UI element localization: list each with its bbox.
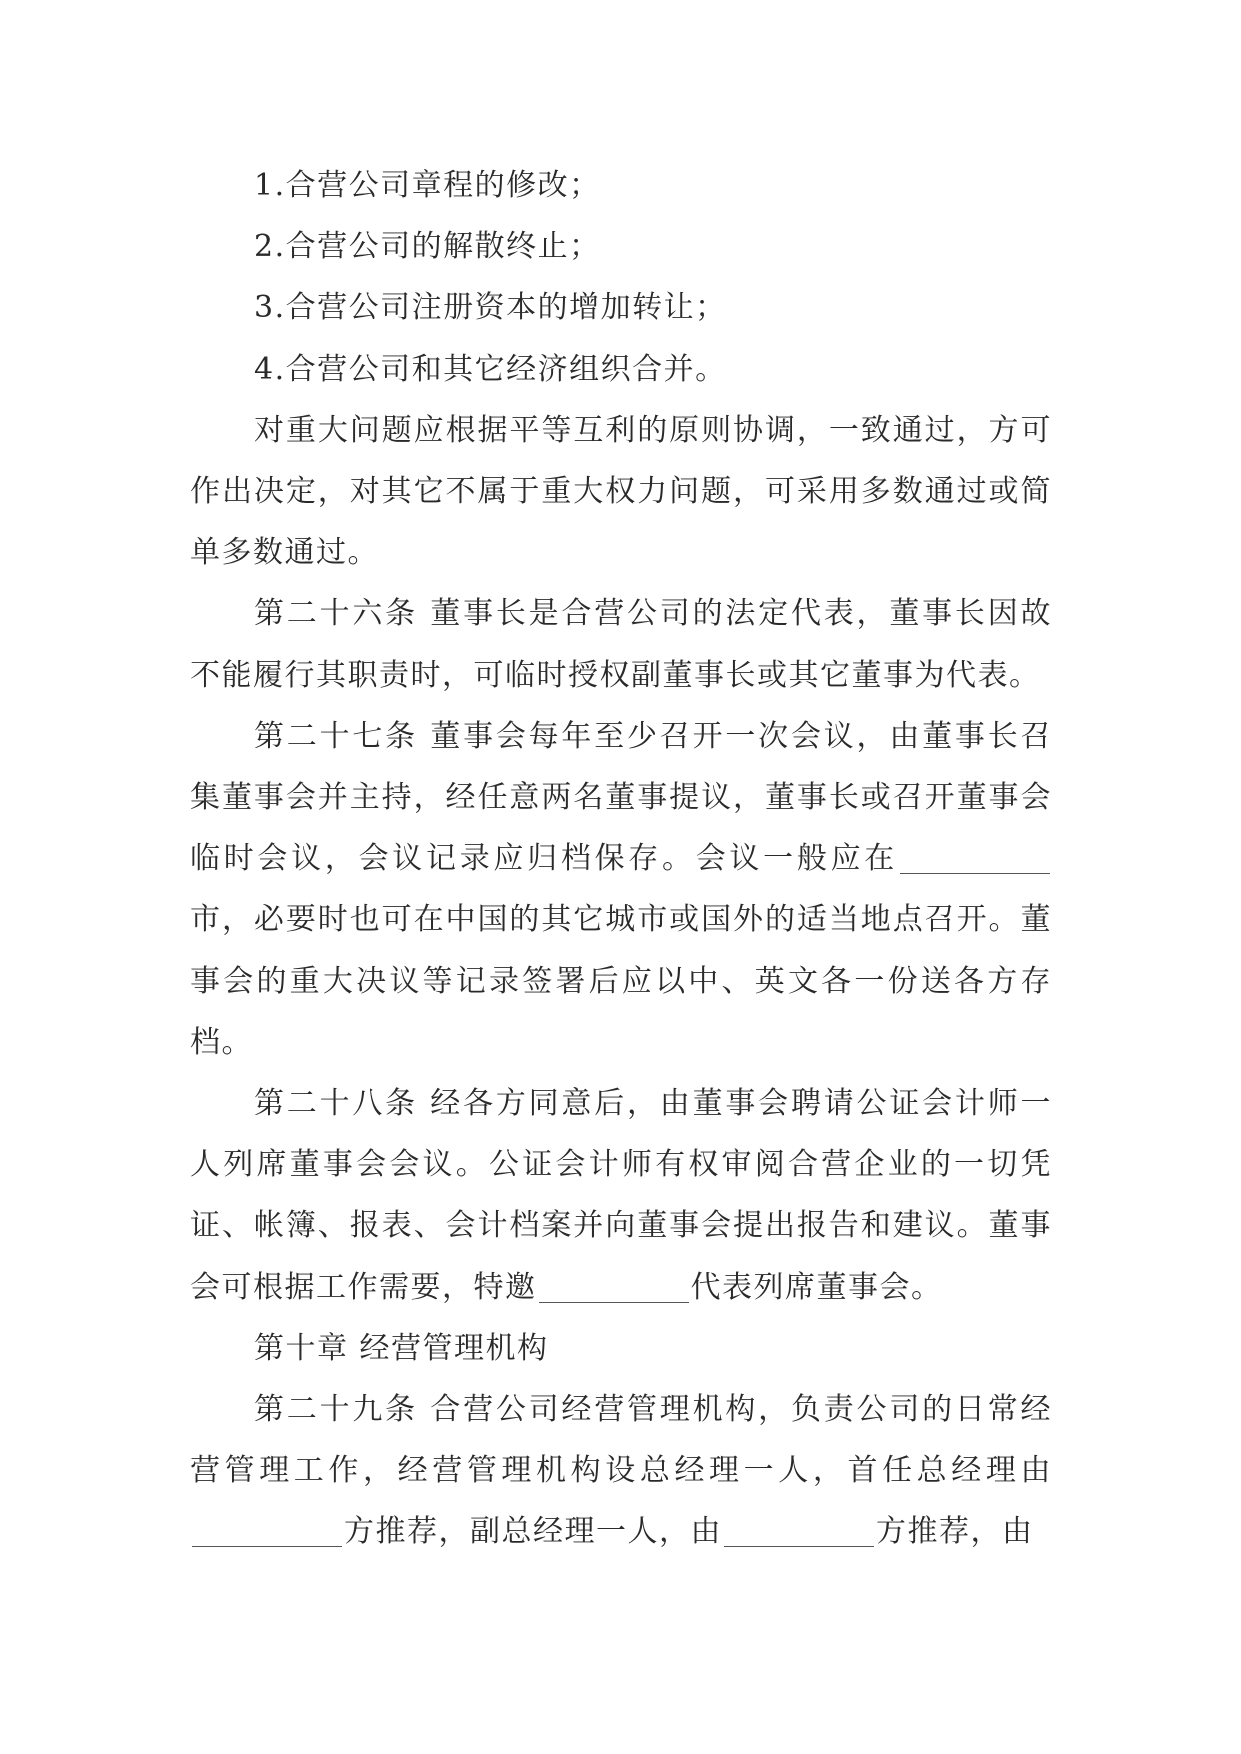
fill-blank-gm-party xyxy=(192,1516,342,1547)
article-29 xyxy=(190,1379,1052,1563)
article-29-part1: 第二十九条 合营公司经营管理机构，负责公司的日常经营管理工作，经营管理机构设总经理一人，首任总经理由 xyxy=(190,1392,1052,1489)
article-26: 第二十六条 董事长是合营公司的法定代表，董事长因故不能履行其职责时，可临时授权副董事长或其它董事为代表。 xyxy=(190,596,1052,693)
list-item: 1.合营公司章程的修改； xyxy=(254,168,601,203)
fill-blank-invitee xyxy=(539,1272,689,1303)
article-27-text-before: 第二十七条 董事会每年至少召开一次会议，由董事长召集董事会并主持，经任意两名董事提议，董事长或召开董事会临时会议，会议记录应归档保存。会议一般应在 xyxy=(190,718,1052,877)
article-28-text-after: 代表列席董事会。 xyxy=(690,1269,943,1305)
list-item: 4.合营公司和其它经济组织合并。 xyxy=(254,351,727,387)
list-item: 3.合营公司注册资本的增加转让； xyxy=(254,290,727,326)
document-page xyxy=(190,155,1052,1563)
article-29-part2: 方推荐，副总经理一人，由 xyxy=(344,1514,722,1550)
article-28 xyxy=(190,1073,1052,1318)
fill-blank-city xyxy=(900,843,1050,874)
article-28-text-before: 第二十八条 经各方同意后，由董事会聘请公证会计师一人列席董事会会议。公证会计师有权审阅合营企业的一切凭证、帐簿、报表、会计档案并向董事会提出报告和建议。董事会可根据工作需要，特邀 xyxy=(190,1086,1052,1305)
list-item: 2.合营公司的解散终止； xyxy=(254,229,601,265)
chapter-10-title: 第十章 经营管理机构 xyxy=(254,1330,549,1366)
article-27 xyxy=(190,706,1052,1073)
fill-blank-deputy-gm-party xyxy=(724,1516,874,1547)
article-27-text-after: 市，必要时也可在中国的其它城市或国外的适当地点召开。董事会的重大决议等记录签署后应以中、英文各一份送各方存档。 xyxy=(190,902,1052,1060)
paragraph-major-issues: 对重大问题应根据平等互利的原则协调，一致通过，方可作出决定，对其它不属于重大权力问题，可采用多数通过或简单多数通过。 xyxy=(190,412,1052,571)
article-29-part3: 方推荐，由 xyxy=(876,1514,1034,1550)
